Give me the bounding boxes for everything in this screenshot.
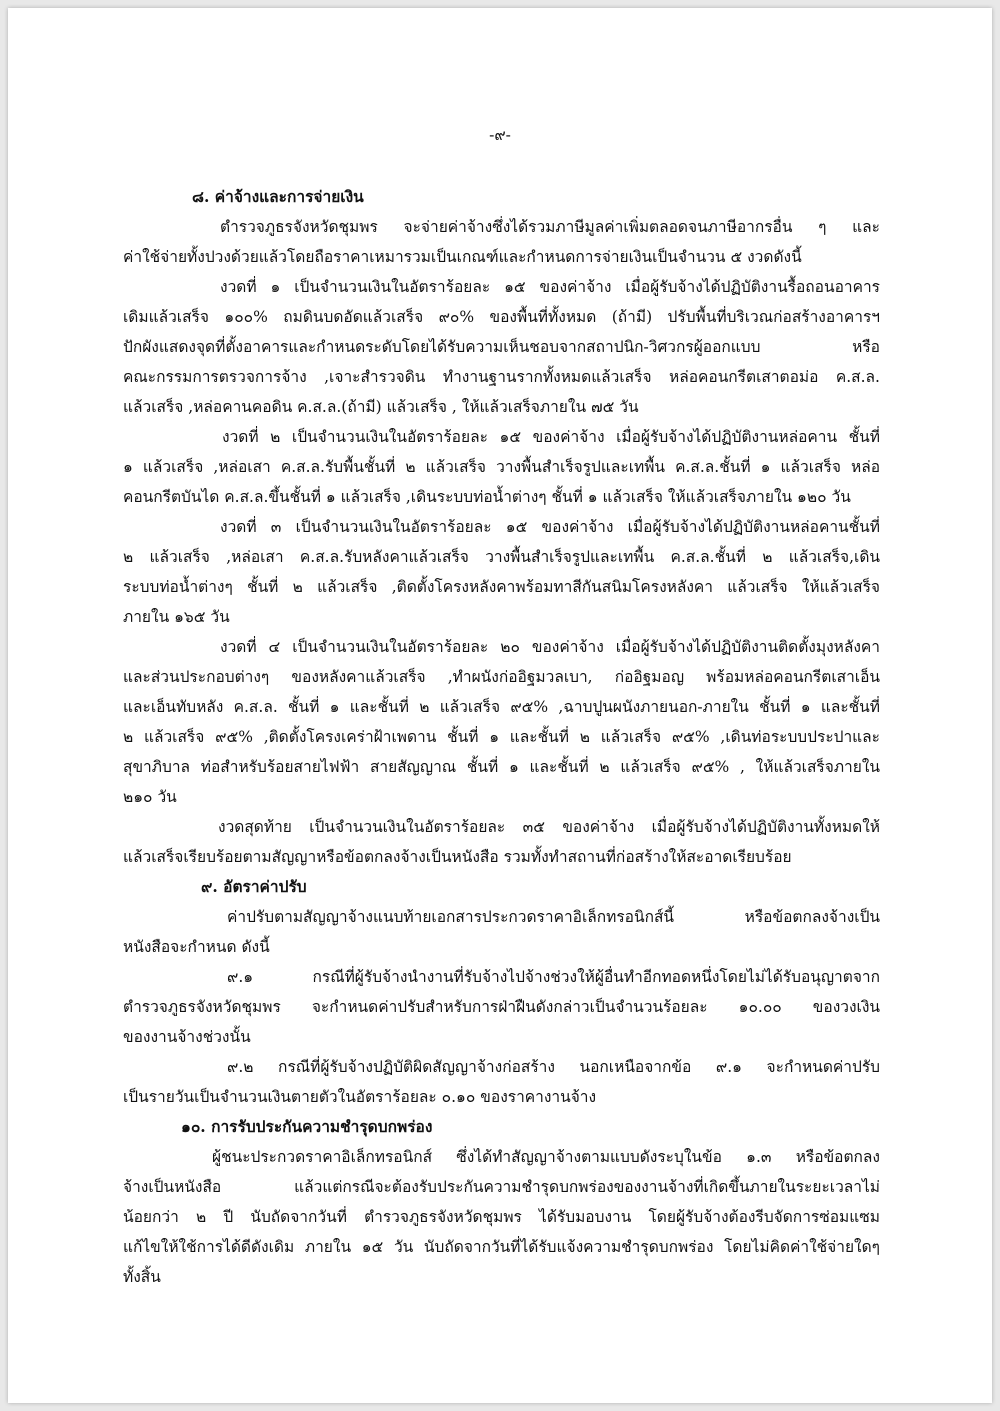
text-line: ๒ แล้วเสร็จ ๙๕% ,ติดตั้งโครงเคร่าฝ้าเพดาน ชั้นที่ ๑ และชั้นที่ ๒ แล้วเสร็จ ๙๕% ,เดินท่อระบบประปาและ [123,728,880,746]
text-line: น้อยกว่า ๒ ปี นับถัดจากวันที่ ตำรวจภูธรจังหวัดชุมพร ได้รับมอบงาน โดยผู้รับจ้างต้องรีบจัดการซ่อมแซม [123,1208,880,1226]
page-number: -๙- [489,126,511,144]
text-line: เดิมแล้วเสร็จ ๑๐๐% ถมดินบดอัดแล้วเสร็จ ๙๐% ของพื้นที่ทั้งหมด (ถ้ามี) ปรับพื้นที่บริเวณก่อสร้างอาคารฯ [123,308,880,326]
section-heading-8: ๘. ค่าจ้างและการจ่ายเงิน [192,187,364,206]
text-line: ภายใน ๑๖๕ วัน [123,608,230,626]
text-line: ของงานจ้างช่วงนั้น [123,1028,251,1046]
document-page [8,8,992,1403]
text-line: ระบบท่อน้ำต่างๆ ชั้นที่ ๒ แล้วเสร็จ ,ติดตั้งโครงหลังคาพร้อมทาสีกันสนิมโครงหลังคา แล้วเสร็จ ให้แล้วเสร็จ [123,578,880,596]
text-line: ๒๑๐ วัน [123,788,177,806]
text-line: หนังสือจะกำหนด ดังนี้ [123,938,270,956]
section-heading-10: ๑๐. การรับประกันความชำรุดบกพร่อง [181,1117,433,1136]
text-line: ตำรวจภูธรจังหวัดชุมพร จะจ่ายค่าจ้างซึ่งได้รวมภาษีมูลค่าเพิ่มตลอดจนภาษีอากรอื่น ๆ และ [220,218,880,236]
text-line: ผู้ชนะประกวดราคาอิเล็กทรอนิกส์ ซึ่งได้ทำสัญญาจ้างตามแบบดังระบุในข้อ ๑.๓ หรือข้อตกลง [212,1148,880,1166]
text-line: ๑ แล้วเสร็จ ,หล่อเสา ค.ส.ล.รับพื้นชั้นที่ ๒ แล้วเสร็จ วางพื้นสำเร็จรูปและเทพื้น ค.ส.ล.ชั้นที่ ๑ แล้วเสร็จ หล่อ [123,458,880,476]
text-line: งวดที่ ๓ เป็นจำนวนเงินในอัตราร้อยละ ๑๕ ของค่าจ้าง เมื่อผู้รับจ้างได้ปฏิบัติงานหล่อคานชั้นที่ [220,518,880,536]
text-line: เป็นรายวันเป็นจำนวนเงินตายตัวในอัตราร้อยละ ๐.๑๐ ของราคางานจ้าง [123,1088,597,1106]
text-line: งวดที่ ๔ เป็นจำนวนเงินในอัตราร้อยละ ๒๐ ของค่าจ้าง เมื่อผู้รับจ้างได้ปฏิบัติงานติดตั้งมุงหลังคา [220,638,880,656]
text-line: ๒ แล้วเสร็จ ,หล่อเสา ค.ส.ล.รับหลังคาแล้วเสร็จ วางพื้นสำเร็จรูปและเทพื้น ค.ส.ล.ชั้นที่ ๒ แล้วเสร็จ,เดิน [123,548,880,566]
section-heading-9: ๙. อัตราค่าปรับ [201,877,307,896]
text-line: และเอ็นทับหลัง ค.ส.ล. ชั้นที่ ๑ และชั้นที่ ๒ แล้วเสร็จ ๙๕% ,ฉาบปูนผนังภายนอก-ภายใน ชั้นที่ ๑ และชั้นที่ [123,698,880,716]
text-line: งวดสุดท้าย เป็นจำนวนเงินในอัตราร้อยละ ๓๕ ของค่าจ้าง เมื่อผู้รับจ้างได้ปฏิบัติงานทั้งหมดให้ [218,818,880,836]
text-line: แก้ไขให้ใช้การได้ดีดังเดิม ภายใน ๑๕ วัน นับถัดจากวันที่ได้รับแจ้งความชำรุดบกพร่อง โดยไม่คิดค่าใช้จ่ายใดๆ [123,1238,880,1256]
text-line: ทั้งสิ้น [123,1268,161,1286]
text-line: งวดที่ ๑ เป็นจำนวนเงินในอัตราร้อยละ ๑๕ ของค่าจ้าง เมื่อผู้รับจ้างได้ปฏิบัติงานรื้อถอนอาคาร [220,278,880,296]
text-line: คอนกรีตบันได ค.ส.ล.ขึ้นชั้นที่ ๑ แล้วเสร็จ ,เดินระบบท่อน้ำต่างๆ ชั้นที่ ๑ แล้วเสร็จ ให้แล้วเสร็จภายใน ๑๒๐ วัน [123,488,851,506]
text-line: งวดที่ ๒ เป็นจำนวนเงินในอัตราร้อยละ ๑๕ ของค่าจ้าง เมื่อผู้รับจ้างได้ปฏิบัติงานหล่อคาน ชั้นที่ [222,428,880,446]
text-line: ตำรวจภูธรจังหวัดชุมพร จะกำหนดค่าปรับสำหรับการฝ่าฝืนดังกล่าวเป็นจำนวนร้อยละ ๑๐.๐๐ ของวงเงิน [123,998,880,1016]
text-line: สุขาภิบาล ท่อสำหรับร้อยสายไฟฟ้า สายสัญญาณ ชั้นที่ ๑ และชั้นที่ ๒ แล้วเสร็จ ๙๕% , ให้แล้วเสร็จภายใน [123,758,880,776]
text-line: คณะกรรมการตรวจการจ้าง ,เจาะสำรวจดิน ทำงานฐานรากทั้งหมดแล้วเสร็จ หล่อคอนกรีตเสาตอม่อ ค.ส.ล. [123,368,880,386]
text-line: แล้วเสร็จ ,หล่อคานคอดิน ค.ส.ล.(ถ้ามี) แล้วเสร็จ , ให้แล้วเสร็จภายใน ๗๕ วัน [123,398,639,416]
text-line: ค่าใช้จ่ายทั้งปวงด้วยแล้วโดยถือราคาเหมารวมเป็นเกณฑ์และกำหนดการจ่ายเงินเป็นจำนวน ๕ งวดดังนี้ [123,248,802,266]
text-line: จ้างเป็นหนังสือ แล้วแต่กรณีจะต้องรับประกันความชำรุดบกพร่องของงานจ้างที่เกิดขึ้นภายในระยะเวลาไม่ [123,1178,880,1196]
text-line: ๙.๒ กรณีที่ผู้รับจ้างปฏิบัติผิดสัญญาจ้างก่อสร้าง นอกเหนือจากข้อ ๙.๑ จะกำหนดค่าปรับ [227,1058,880,1076]
text-line: แล้วเสร็จเรียบร้อยตามสัญญาหรือข้อตกลงจ้างเป็นหนังสือ รวมทั้งทำสถานที่ก่อสร้างให้สะอาดเรียบร้อย [123,848,792,866]
text-line: ปักผังแสดงจุดที่ตั้งอาคารและกำหนดระดับโดยได้รับความเห็นชอบจากสถาปนิก-วิศวกรผู้ออกแบบ หรือ [123,338,880,356]
text-line: ๙.๑ กรณีที่ผู้รับจ้างนำงานที่รับจ้างไปจ้างช่วงให้ผู้อื่นทำอีกทอดหนึ่งโดยไม่ได้รับอนุญาตจาก [227,968,880,986]
text-line: ค่าปรับตามสัญญาจ้างแนบท้ายเอกสารประกวดราคาอิเล็กทรอนิกส์นี้ หรือข้อตกลงจ้างเป็น [227,908,880,926]
text-line: และส่วนประกอบต่างๆ ของหลังคาแล้วเสร็จ ,ทำผนังก่ออิฐมวลเบา, ก่ออิฐมอญ พร้อมหล่อคอนกรีตเสาเอ็น [123,668,880,686]
